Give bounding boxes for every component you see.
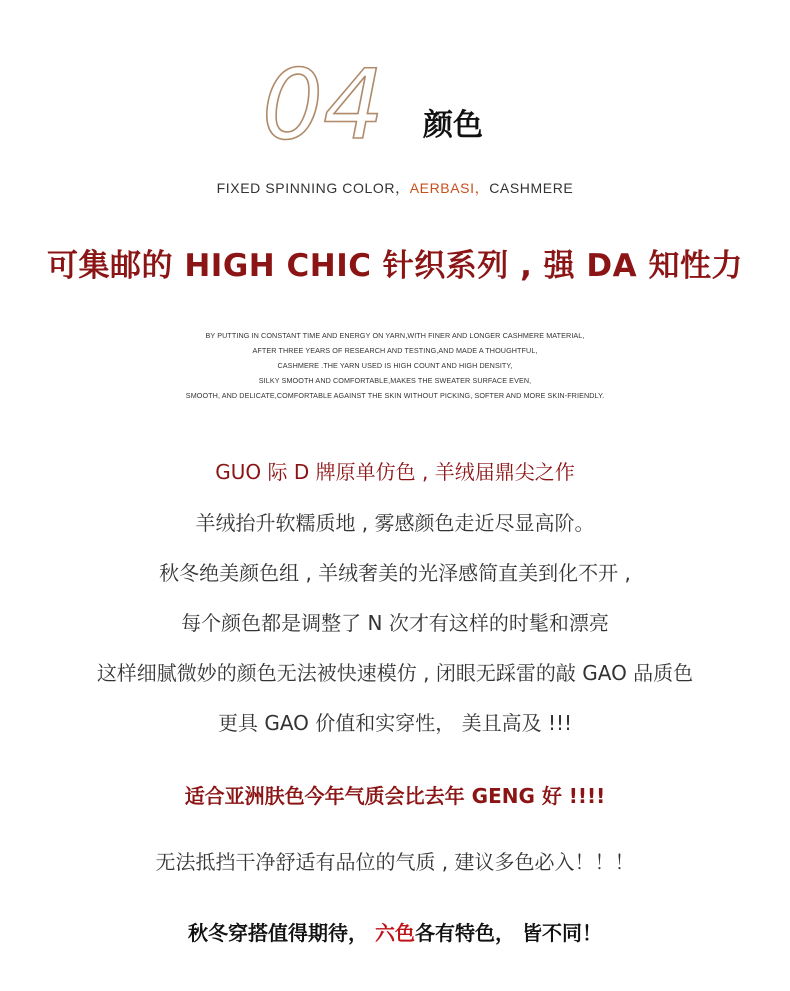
section-number [258, 52, 403, 152]
subtitle-part1: FIXED SPINNING COLOR， [216, 180, 410, 196]
recommend-line: 无法抵挡干净舒适有品位的气质 , 建议多色必入！！！ [155, 850, 635, 874]
closing-part2: 各有特色， 皆不同！ [415, 921, 602, 945]
english-line: BY PUTTING IN CONSTANT TIME AND ENERGY ON YARN,WITH FINER AND LONGER CASHMERE MATERIAL, [205, 331, 585, 340]
closing-line [0, 917, 790, 946]
body-line: 这样细腻微妙的颜色无法被快速模仿 , 闭眼无踩雷的敲 GAO 品质色 [96, 661, 694, 685]
english-paragraph [0, 328, 790, 403]
body-line: 更具 GAO 价值和实穿性， 美且高及 !!! [217, 711, 573, 735]
english-line: SILKY SMOOTH AND COMFORTABLE,MAKES THE SWEATER SURFACE EVEN, [258, 376, 532, 385]
highlight-line: 适合亚洲肤色今年气质会比去年 GENG 好 !!!! [184, 784, 606, 808]
subtitle-part2: CASHMERE [489, 180, 574, 196]
section-number-text: 04 [262, 52, 385, 152]
body-line: GUO 际 D 牌原单仿色 , 羊绒届鼎尖之作 [215, 460, 575, 484]
closing-part1: 秋冬穿搭值得期待， [188, 921, 375, 945]
closing-accent: 六色 [375, 921, 415, 945]
subtitle-accent: AERBASI， [409, 180, 490, 196]
english-line: AFTER THREE YEARS OF RESEARCH AND TESTING,AND MADE A THOUGHTFUL, [252, 346, 538, 355]
english-line: SMOOTH, AND DELICATE,COMFORTABLE AGAINST THE SKIN WITHOUT PICKING, SOFTER AND MORE SKIN-FRIENDLY. [185, 391, 605, 400]
headline: 可集邮的 HIGH CHIC 针织系列 , 强 DA 知性力 [47, 248, 743, 284]
body-line: 羊绒抬升软糯质地 , 雾感颜色走近尽显高阶。 [195, 511, 595, 535]
body-line: 秋冬绝美颜色组 , 羊绒奢美的光泽感简直美到化不开 , [159, 561, 631, 585]
english-line: CASHMERE .THE YARN USED IS HIGH COUNT AND HIGH DENSITY, [277, 361, 513, 370]
body-line: 每个颜色都是调整了 N 次才有这样的时髦和漂亮 [181, 611, 609, 635]
section-title: 颜色 [423, 108, 483, 143]
subtitle [0, 178, 790, 198]
